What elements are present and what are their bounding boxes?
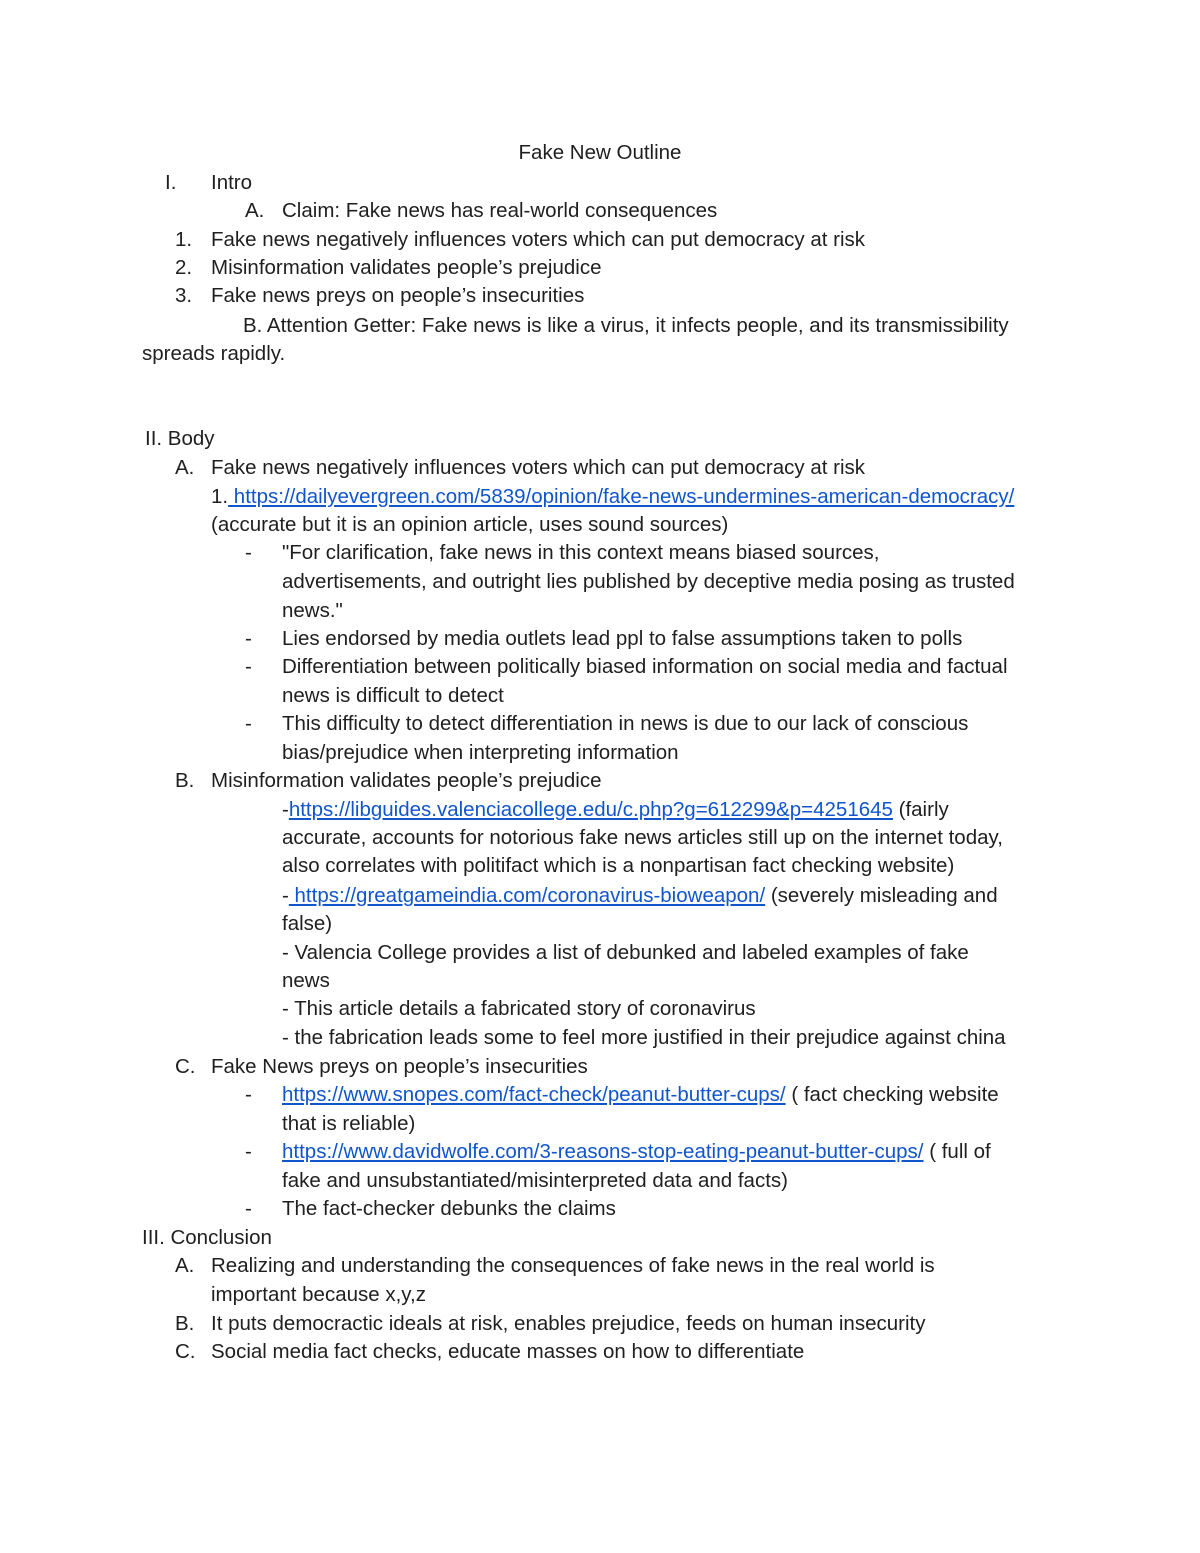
conclusion-line: important because x,y,z — [211, 1283, 426, 1306]
source-line — [211, 485, 1014, 509]
intro-heading: Intro — [211, 171, 253, 194]
intro-point-text: Fake news preys on people’s insecurities — [211, 284, 585, 307]
intro-point-marker: 3. — [175, 284, 193, 307]
body-heading: II. Body — [145, 427, 215, 450]
quote-line: news." — [282, 599, 343, 622]
source-note: fake and unsubstantiated/misinterpreted data and facts) — [282, 1169, 788, 1192]
source-note: (fairly — [892, 798, 949, 821]
conclusion-line: Social media fact checks, educate masses on how to differentiate — [211, 1340, 805, 1363]
source-dash: - — [282, 798, 289, 821]
attention-getter: B. Attention Getter: Fake news is like a virus, it infects people, and its transmissibility — [243, 314, 1009, 337]
body-a-marker: A. — [175, 456, 195, 479]
intro-point-text: Fake news negatively influences voters which can put democracy at risk — [211, 228, 866, 251]
intro-point-marker: 1. — [175, 228, 193, 251]
intro-numeral: I. — [165, 171, 177, 194]
differentiation-line: Differentiation between politically biased information on social media and factual — [282, 655, 1008, 678]
difficulty-line: This difficulty to detect differentiation in news is due to our lack of conscious — [282, 712, 969, 735]
body-b-text: Misinformation validates people’s prejudice — [211, 769, 602, 792]
fabrication-line: - the fabrication leads some to feel more justified in their prejudice against china — [282, 1026, 1006, 1049]
source-line — [282, 884, 998, 908]
source-link-valencia[interactable]: https://libguides.valenciacollege.edu/c.php?g=612299&p=4251645 — [288, 798, 893, 821]
conclusion-line: It puts democractic ideals at risk, enables prejudice, feeds on human insecurity — [211, 1312, 926, 1335]
lies-text: Lies endorsed by media outlets lead ppl to false assumptions taken to polls — [282, 627, 963, 650]
source-line — [282, 798, 949, 822]
source-link-snopes[interactable]: https://www.snopes.com/fact-check/peanut-butter-cups/ — [282, 1083, 786, 1106]
valencia-line: - Valencia College provides a list of debunked and labeled examples of fake — [282, 941, 969, 964]
bullet-dash: - — [245, 712, 252, 735]
source-note: that is reliable) — [282, 1112, 416, 1135]
body-c-text: Fake News preys on people’s insecurities — [211, 1055, 588, 1078]
bullet-dash: - — [245, 1140, 252, 1163]
intro-point-marker: 2. — [175, 256, 193, 279]
source-line — [282, 1083, 999, 1107]
source-number: 1. — [211, 485, 229, 508]
quote-line: "For clarification, fake news in this context means biased sources, — [282, 541, 880, 564]
bullet-dash: - — [245, 655, 252, 678]
source-link-davidwolfe[interactable]: https://www.davidwolfe.com/3-reasons-stop-eating-peanut-butter-cups/ — [282, 1140, 924, 1163]
differentiation-line: news is difficult to detect — [282, 684, 504, 707]
attention-getter-continued: spreads rapidly. — [142, 342, 286, 365]
source-note: (accurate but it is an opinion article, uses sound sources) — [211, 513, 729, 536]
source-note: accurate, accounts for notorious fake news articles still up on the internet today, — [282, 826, 1003, 849]
quote-line: advertisements, and outright lies published by deceptive media posing as trusted — [282, 570, 1015, 593]
conclusion-marker: A. — [175, 1254, 195, 1277]
bullet-dash: - — [245, 1083, 252, 1106]
article-detail: - This article details a fabricated story of coronavirus — [282, 997, 756, 1020]
conclusion-marker: C. — [175, 1340, 196, 1363]
bullet-dash: - — [245, 627, 252, 650]
valencia-line: news — [282, 969, 330, 992]
claim-marker: A. — [245, 199, 265, 222]
claim-text: Claim: Fake news has real-world consequences — [282, 199, 718, 222]
difficulty-line: bias/prejudice when interpreting information — [282, 741, 679, 764]
source-link-greatgameindia[interactable]: https://greatgameindia.com/coronavirus-bioweapon/ — [288, 884, 766, 907]
body-c-marker: C. — [175, 1055, 196, 1078]
bullet-dash: - — [245, 541, 252, 564]
conclusion-line: Realizing and understanding the consequences of fake news in the real world is — [211, 1254, 935, 1277]
source-note: also correlates with politifact which is a nonpartisan fact checking website) — [282, 854, 955, 877]
conclusion-marker: B. — [175, 1312, 195, 1335]
conclusion-heading: III. Conclusion — [142, 1226, 272, 1249]
document-title: Fake New Outline — [518, 141, 682, 164]
source-note: false) — [282, 912, 333, 935]
source-line — [282, 1140, 991, 1164]
source-link-dailyevergreen[interactable]: https://dailyevergreen.com/5839/opinion/fake-news-undermines-american-democracy/ — [228, 485, 1015, 508]
body-b-marker: B. — [175, 769, 195, 792]
source-note: ( fact checking website — [785, 1083, 999, 1106]
body-a-text: Fake news negatively influences voters which can put democracy at risk — [211, 456, 866, 479]
intro-point-text: Misinformation validates people’s prejudice — [211, 256, 602, 279]
debunk-text: The fact-checker debunks the claims — [282, 1197, 616, 1220]
source-note: ( full of — [923, 1140, 991, 1163]
source-note: (severely misleading and — [765, 884, 998, 907]
bullet-dash: - — [245, 1197, 252, 1220]
source-dash: - — [282, 884, 289, 907]
